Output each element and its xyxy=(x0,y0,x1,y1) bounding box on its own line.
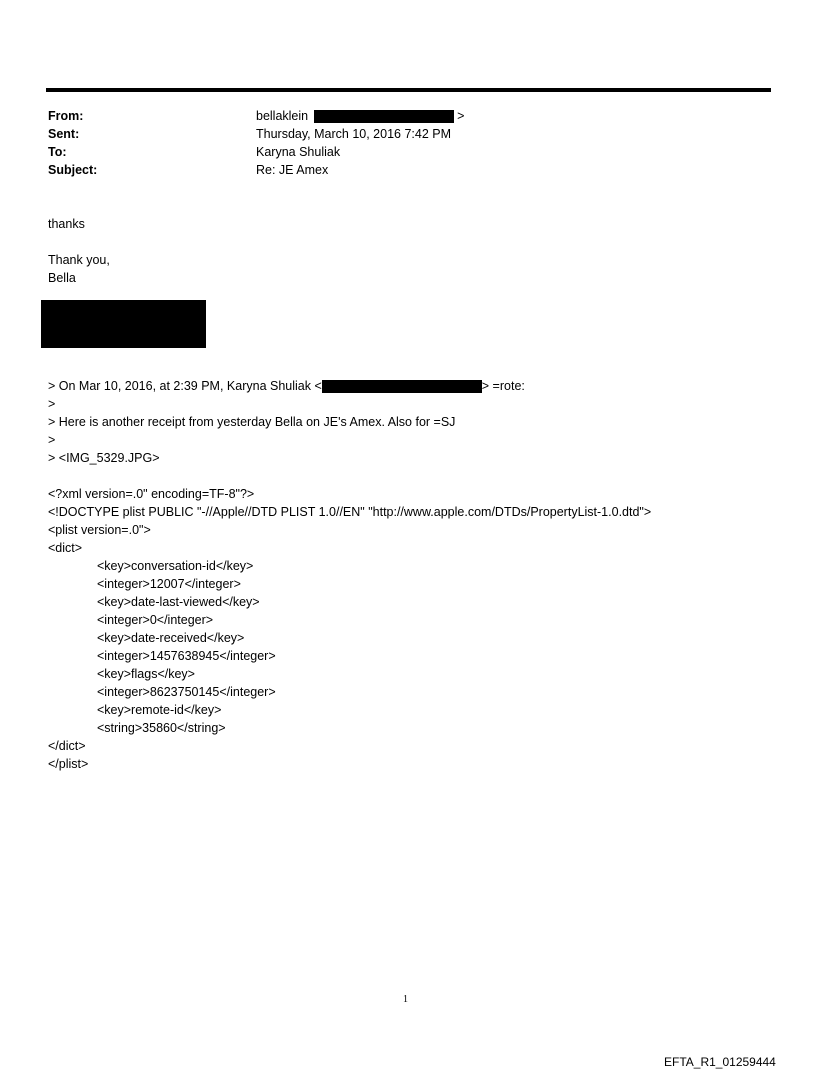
redaction-block xyxy=(314,110,454,123)
plist-line: <dict> xyxy=(48,541,83,555)
closing-text: Thank you, xyxy=(48,253,110,267)
plist-entry: <key>date-received</key> xyxy=(97,631,245,645)
plist-line: <?xml version=.0" encoding=TF-8"?> xyxy=(48,487,255,501)
plist-entry: <string>35860</string> xyxy=(97,721,226,735)
plist-entry: <key>conversation-id</key> xyxy=(97,559,254,573)
subject-value: Re: JE Amex xyxy=(256,163,329,177)
plist-line: <!DOCTYPE plist PUBLIC "-//Apple//DTD PLIST 1.0//EN" "http://www.apple.com/DTDs/PropertyList-1.0.dtd"> xyxy=(48,505,652,519)
plist-entry: <key>flags</key> xyxy=(97,667,195,681)
plist-entry: <integer>1457638945</integer> xyxy=(97,649,276,663)
quoted-line: > Here is another receipt from yesterday Bella on JE's Amex. Also for =SJ xyxy=(48,415,456,429)
quoted-line xyxy=(48,377,525,395)
plist-entry: <integer>0</integer> xyxy=(97,613,214,627)
document-id: EFTA_R1_01259444 xyxy=(664,1055,776,1069)
email-redaction xyxy=(322,380,482,393)
signature-redaction xyxy=(41,300,206,348)
from-label: From: xyxy=(48,109,84,123)
plist-entry: <integer>12007</integer> xyxy=(97,577,241,591)
plist-entry: <key>remote-id</key> xyxy=(97,703,222,717)
reply-text: thanks xyxy=(48,217,85,231)
from-tail: > xyxy=(457,109,465,123)
sent-value: Thursday, March 10, 2016 7:42 PM xyxy=(256,127,452,141)
signature-name: Bella xyxy=(48,271,76,285)
attachment-reference: > <IMG_5329.JPG> xyxy=(48,451,160,465)
plist-line: <plist version=.0"> xyxy=(48,523,151,537)
plist-entry: <key>date-last-viewed</key> xyxy=(97,595,260,609)
subject-label: Subject: xyxy=(48,163,98,177)
plist-entry: <integer>8623750145</integer> xyxy=(97,685,276,699)
from-value xyxy=(256,107,464,125)
header-rule xyxy=(46,88,771,92)
sent-label: Sent: xyxy=(48,127,80,141)
to-label: To: xyxy=(48,145,67,159)
from-name: bellaklein xyxy=(256,109,309,123)
quoted-line: > xyxy=(48,397,56,411)
quoted-attribution: > On Mar 10, 2016, at 2:39 PM, Karyna Shuliak < xyxy=(48,379,322,393)
quoted-line: > xyxy=(48,433,56,447)
quoted-attribution-end: > =rote: xyxy=(481,379,525,393)
to-value: Karyna Shuliak xyxy=(256,145,341,159)
plist-line: </plist> xyxy=(48,757,89,771)
page-number: 1 xyxy=(403,994,408,1005)
plist-line: </dict> xyxy=(48,739,86,753)
